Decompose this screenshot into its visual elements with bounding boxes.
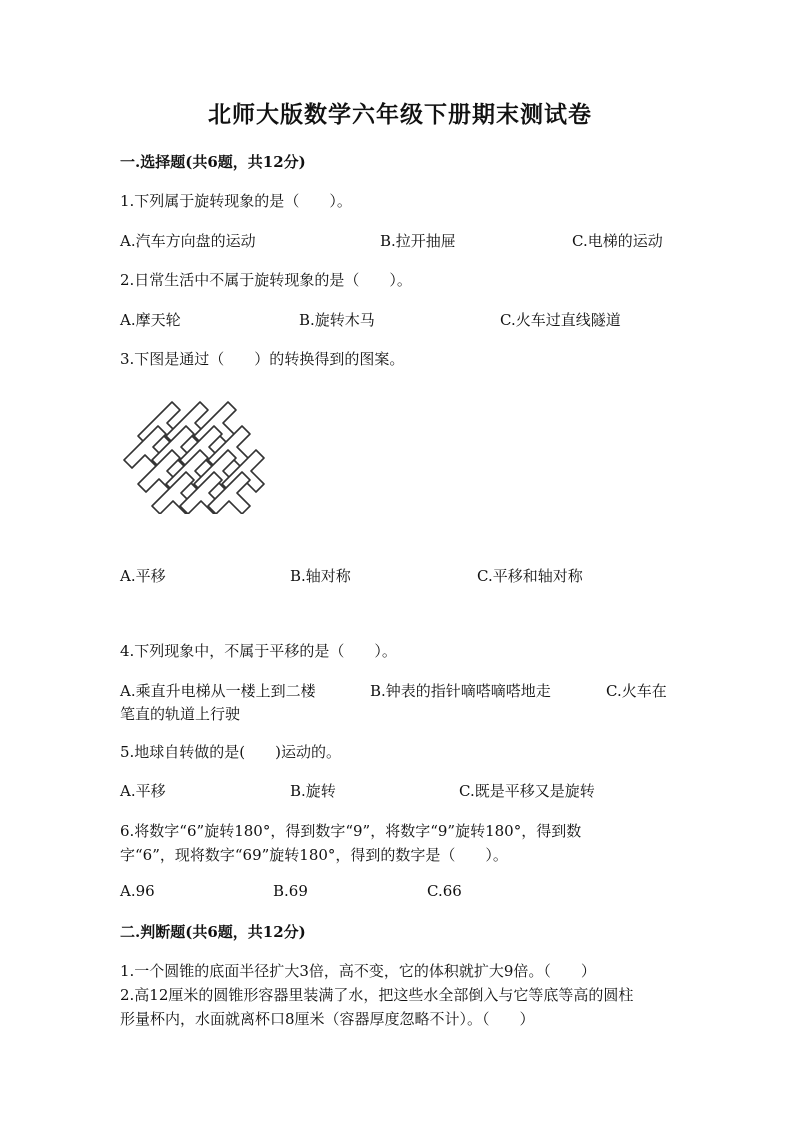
- judgment-item-2-line-1: 2.高12厘米的圆锥形容器里装满了水，把这些水全部倒入与它等底等高的圆柱: [120, 986, 634, 1004]
- question-1-option-a: A.汽车方向盘的运动: [120, 232, 256, 250]
- question-6-stem-line-1: 6.将数字“6”旋转180°，得到数字“9”，将数字“9”旋转180°，得到数: [120, 822, 582, 840]
- question-2-option-a: A.摩天轮: [120, 311, 181, 329]
- question-1-option-b: B.拉开抽屉: [380, 232, 456, 250]
- question-4-option-c: C.火车在: [606, 682, 667, 700]
- question-5-stem: 5.地球自转做的是( )运动的。: [120, 743, 342, 761]
- question-2-option-b: B.旋转木马: [299, 311, 375, 329]
- question-1-stem: 1.下列属于旋转现象的是（ ）。: [120, 192, 352, 210]
- question-3-option-c: C.平移和轴对称: [477, 567, 583, 585]
- judgment-item-2-line-2: 形量杯内，水面就离杯口8厘米（容器厚度忽略不计）。（ ）: [120, 1010, 535, 1028]
- question-3-option-a: A.平移: [120, 567, 166, 585]
- section-heading-judgment: 二.判断题(共6题，共12分): [120, 923, 306, 941]
- question-3-stem: 3.下图是通过（ ）的转换得到的图案。: [120, 350, 405, 368]
- page-title: 北师大版数学六年级下册期末测试卷: [208, 101, 592, 128]
- question-4-option-a: A.乘直升电梯从一楼上到二楼: [120, 682, 316, 700]
- question-1-option-c: C.电梯的运动: [572, 232, 663, 250]
- tessellation-svg: [118, 398, 266, 514]
- question-6-option-b: B.69: [273, 882, 308, 900]
- judgment-item-1: 1.一个圆锥的底面半径扩大3倍，高不变，它的体积就扩大9倍。（ ）: [120, 962, 596, 980]
- question-4-option-c-continuation: 笔直的轨道上行驶: [120, 705, 241, 723]
- question-2-option-c: C.火车过直线隧道: [500, 311, 621, 329]
- question-5-option-c: C.既是平移又是旋转: [459, 782, 595, 800]
- question-5-option-b: B.旋转: [290, 782, 336, 800]
- tessellation-figure: [118, 398, 266, 514]
- question-2-stem: 2.日常生活中不属于旋转现象的是（ ）。: [120, 271, 412, 289]
- question-4-option-b: B.钟表的指针嘀嗒嘀嗒地走: [370, 682, 551, 700]
- question-6-option-a: A.96: [120, 882, 155, 900]
- question-4-stem: 4.下列现象中，不属于平移的是（ ）。: [120, 642, 397, 660]
- question-5-option-a: A.平移: [120, 782, 166, 800]
- question-6-stem-line-2: 字“6”，现将数字“69”旋转180°，得到的数字是（ ）。: [120, 846, 508, 864]
- section-heading-choice: 一.选择题(共6题，共12分): [120, 153, 306, 171]
- question-3-option-b: B.轴对称: [290, 567, 351, 585]
- question-6-option-c: C.66: [427, 882, 462, 900]
